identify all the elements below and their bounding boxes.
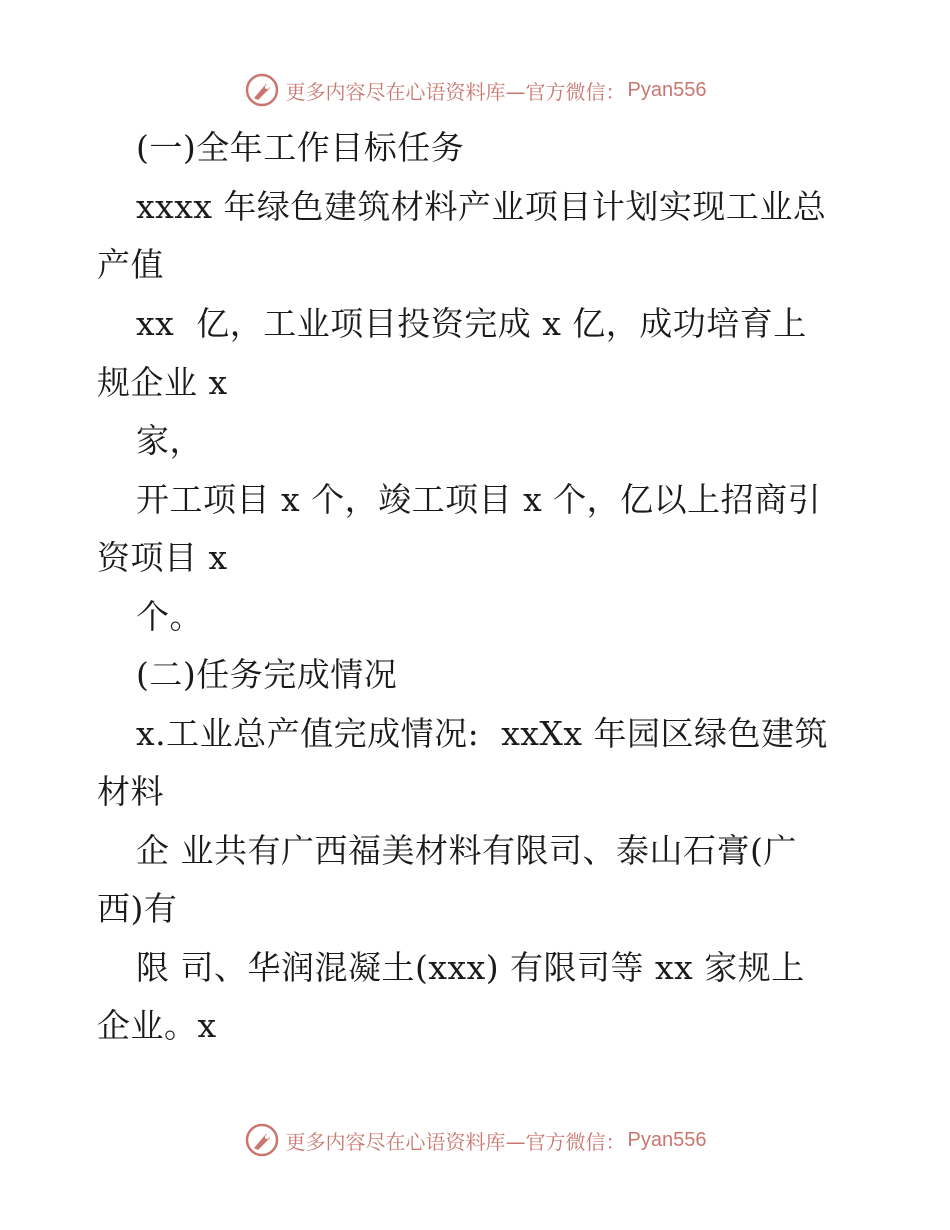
header-watermark bbox=[0, 70, 950, 110]
watermark-text: 更多内容尽在心语资料库—官方微信： bbox=[285, 79, 626, 104]
watermark-wechat-id: Pyan556 bbox=[627, 1128, 707, 1151]
text-line: x.工业总产值完成情况: xxXx 年园区绿色建筑 bbox=[136, 714, 829, 753]
pen-nib-logo-icon bbox=[244, 1122, 280, 1158]
pen-nib-logo-icon bbox=[244, 72, 280, 108]
footer-watermark bbox=[0, 1120, 950, 1160]
text-line: 西)有 bbox=[97, 889, 178, 928]
section-heading-2: (二)任务完成情况 bbox=[136, 655, 398, 694]
section-heading-1: (一)全年工作目标任务 bbox=[136, 128, 465, 167]
text-line: 企业。x bbox=[97, 1006, 217, 1045]
text-line: 产值 bbox=[97, 245, 164, 284]
text-line: 个。 bbox=[136, 597, 203, 636]
text-line: 开工项目 x 个，竣工项目 x 个，亿以上招商引 bbox=[136, 480, 822, 519]
text-line: 家， bbox=[136, 421, 203, 460]
text-line: 材料 bbox=[97, 772, 164, 811]
text-line: 限 司、华润混凝土(xxx) 有限司等 xx 家规上 bbox=[136, 948, 805, 987]
text-line: 规企业 x bbox=[97, 363, 228, 402]
text-line: 资项目 x bbox=[97, 538, 228, 577]
text-line: xxxx 年绿色建筑材料产业项目计划实现工业总 bbox=[136, 187, 827, 226]
text-line: xx 亿，工业项目投资完成 x 亿，成功培育上 bbox=[136, 304, 807, 343]
watermark-text: 更多内容尽在心语资料库—官方微信： bbox=[285, 1129, 626, 1154]
text-line: 企 业共有广西福美材料有限司、泰山石膏(广 bbox=[136, 831, 797, 870]
watermark-wechat-id: Pyan556 bbox=[627, 78, 707, 101]
